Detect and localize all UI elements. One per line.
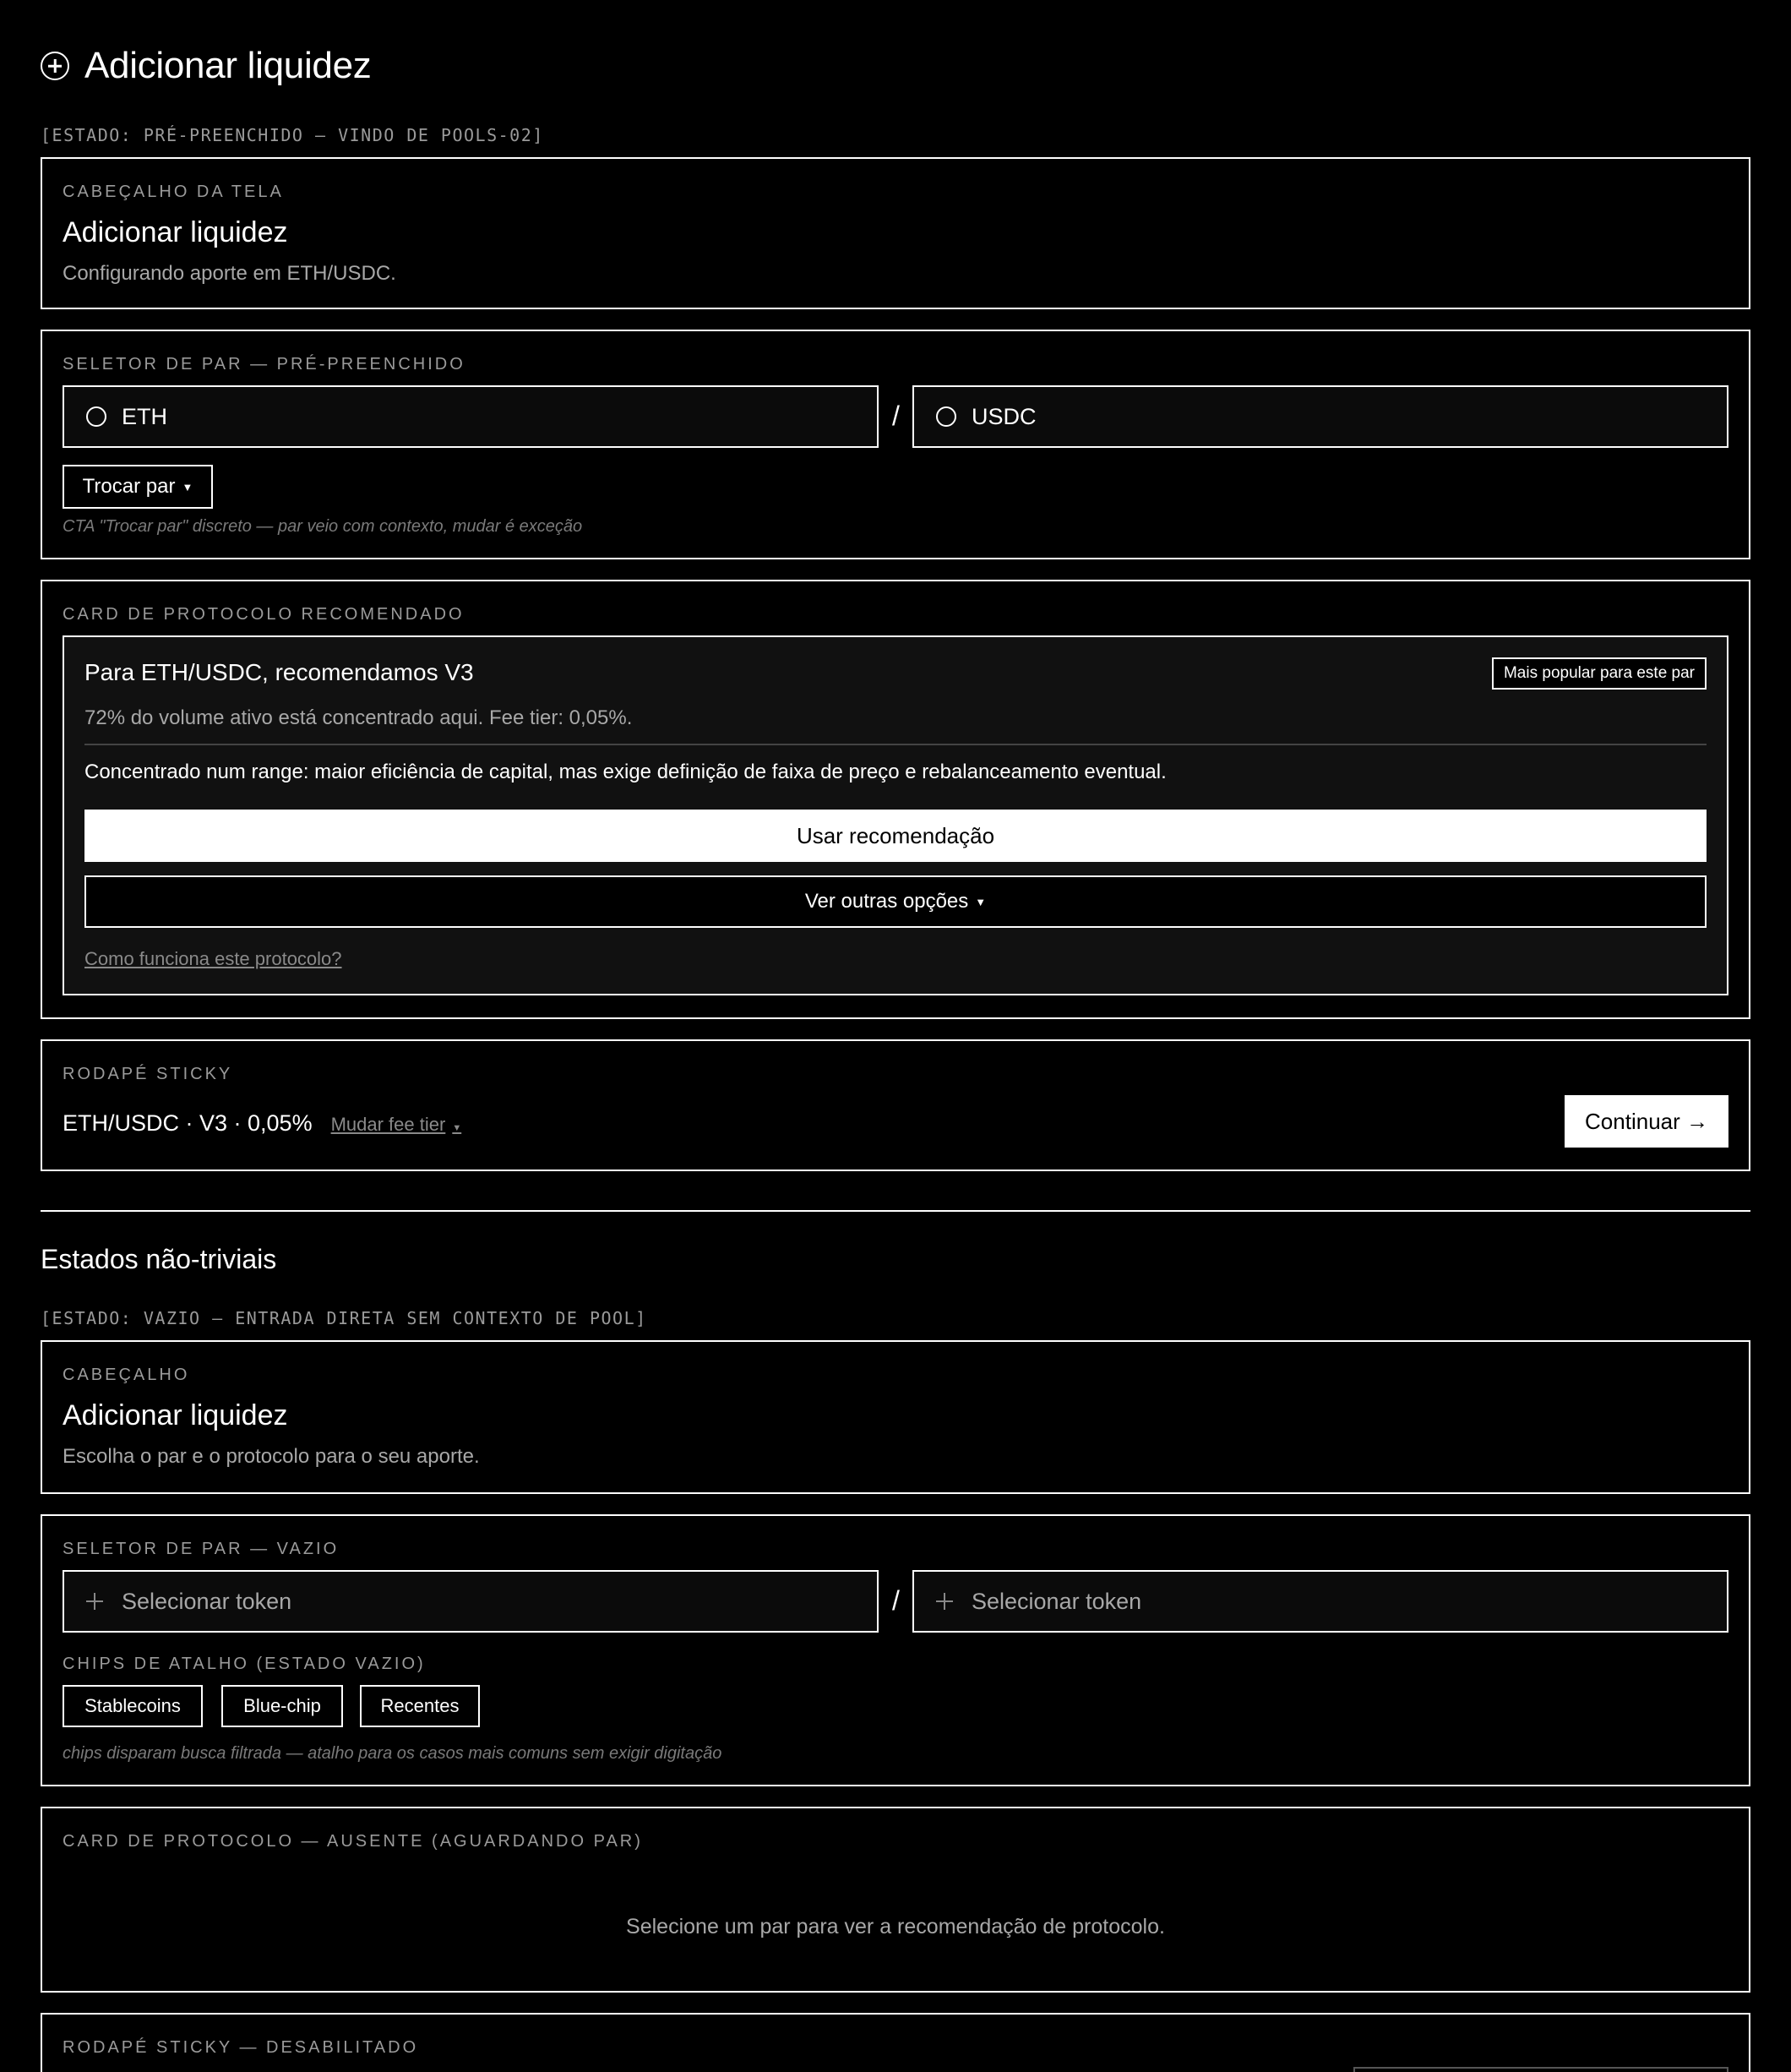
change-fee-tier-label: Mudar fee tier [330,1114,446,1135]
recommendation-subtitle: 72% do volume ativo está concentrado aqui. Fee tier: 0,05%. [84,706,633,729]
pair-selector-panel [41,330,1750,559]
screen-subtitle: Configurando aporte em ETH/USDC. [63,262,396,285]
page-title: Adicionar liquidez [84,45,372,86]
screen-header-panel [41,157,1750,309]
token-icon [86,406,106,427]
footer-summary [63,1110,461,1137]
empty-protocol-panel [41,1807,1750,1993]
state-label-empty: [ESTADO: VAZIO — ENTRADA DIRETA SEM CONTEXTO DE POOL] [41,1308,647,1328]
protocol-panel [41,580,1750,1019]
design-note: chips disparam busca filtrada — atalho para os casos mais comuns sem exigir digitação [63,1744,722,1763]
panel-label: CABEÇALHO [63,1366,190,1384]
plus-icon [86,1593,103,1610]
change-fee-tier-link[interactable] [331,1114,462,1136]
token-b-symbol: USDC [972,403,1037,429]
screen-title: Adicionar liquidez [63,216,288,248]
state-label-prefilled: [ESTADO: PRÉ-PREENCHIDO — VINDO DE POOLS-02] [41,125,544,145]
see-other-options-label: Ver outras opções [804,890,969,913]
token-a-selector[interactable] [63,385,879,448]
token-a-selector[interactable] [63,1570,879,1633]
continue-button-disabled [1353,2067,1728,2072]
empty-header-panel [41,1340,1750,1494]
empty-protocol-message: Selecione um par para ver a recomendação de protocolo. [626,1915,1165,1938]
panel-label: CARD DE PROTOCOLO — AUSENTE (AGUARDANDO PAR) [63,1832,643,1851]
screen-subtitle: Escolha o par e o protocolo para o seu aporte. [63,1445,480,1468]
token-a-symbol: ETH [122,403,167,429]
token-icon [936,406,956,427]
swap-pair-button[interactable] [63,465,213,509]
page-header [41,44,371,88]
panel-label: RODAPÉ STICKY [63,1065,233,1083]
recommendation-title: Para ETH/USDC, recomendamos V3 [84,659,474,685]
design-note: CTA "Trocar par" discreto — par veio com contexto, mudar é exceção [63,517,583,536]
plus-icon [936,1593,953,1610]
use-recommendation-button[interactable]: Usar recomendação [84,810,1707,862]
section-divider [41,1210,1750,1212]
screen-title: Adicionar liquidez [63,1399,288,1431]
panel-label: SELETOR DE PAR — PRÉ-PREENCHIDO [63,355,465,374]
chip-stablecoins[interactable]: Stablecoins [63,1685,203,1727]
token-b-placeholder: Selecionar token [972,1588,1142,1614]
panel-label: CARD DE PROTOCOLO RECOMENDADO [63,605,465,624]
panel-label: CABEÇALHO DA TELA [63,183,284,201]
plus-circle-icon [41,52,69,80]
empty-sticky-footer-panel [41,2013,1750,2072]
sticky-footer-panel [41,1039,1750,1171]
chip-recentes[interactable]: Recentes [360,1685,480,1727]
token-b-selector[interactable] [912,385,1728,448]
panel-label: RODAPÉ STICKY — DESABILITADO [63,2038,419,2057]
recommendation-description: Concentrado num range: maior eficiência de capital, mas exige definição de faixa de preço e rebalanceamento eventual. [84,761,1167,783]
caret-down-icon: ▼ [452,1123,462,1133]
caret-down-icon: ▼ [975,895,987,908]
token-a-placeholder: Selecionar token [122,1588,292,1614]
swap-pair-label: Trocar par [82,475,176,498]
chips-label: CHIPS DE ATALHO (ESTADO VAZIO) [63,1655,426,1673]
how-protocol-works-link[interactable]: Como funciona este protocolo? [84,948,342,969]
empty-pair-selector-panel [41,1514,1750,1786]
recommendation-card [63,635,1728,995]
token-b-selector[interactable] [912,1570,1728,1633]
see-other-options-button[interactable] [84,875,1707,928]
pair-separator: / [892,401,900,431]
panel-label: SELETOR DE PAR — VAZIO [63,1540,340,1558]
continue-button[interactable]: Continuar → [1565,1095,1728,1148]
divider [84,744,1707,745]
caret-down-icon: ▼ [182,480,193,493]
popular-badge: Mais popular para este par [1492,657,1707,690]
pair-separator: / [892,1585,900,1616]
chip-blue-chip[interactable]: Blue-chip [221,1685,343,1727]
section-title: Estados não-triviais [41,1244,277,1274]
selection-summary: ETH/USDC · V3 · 0,05% [63,1110,313,1136]
